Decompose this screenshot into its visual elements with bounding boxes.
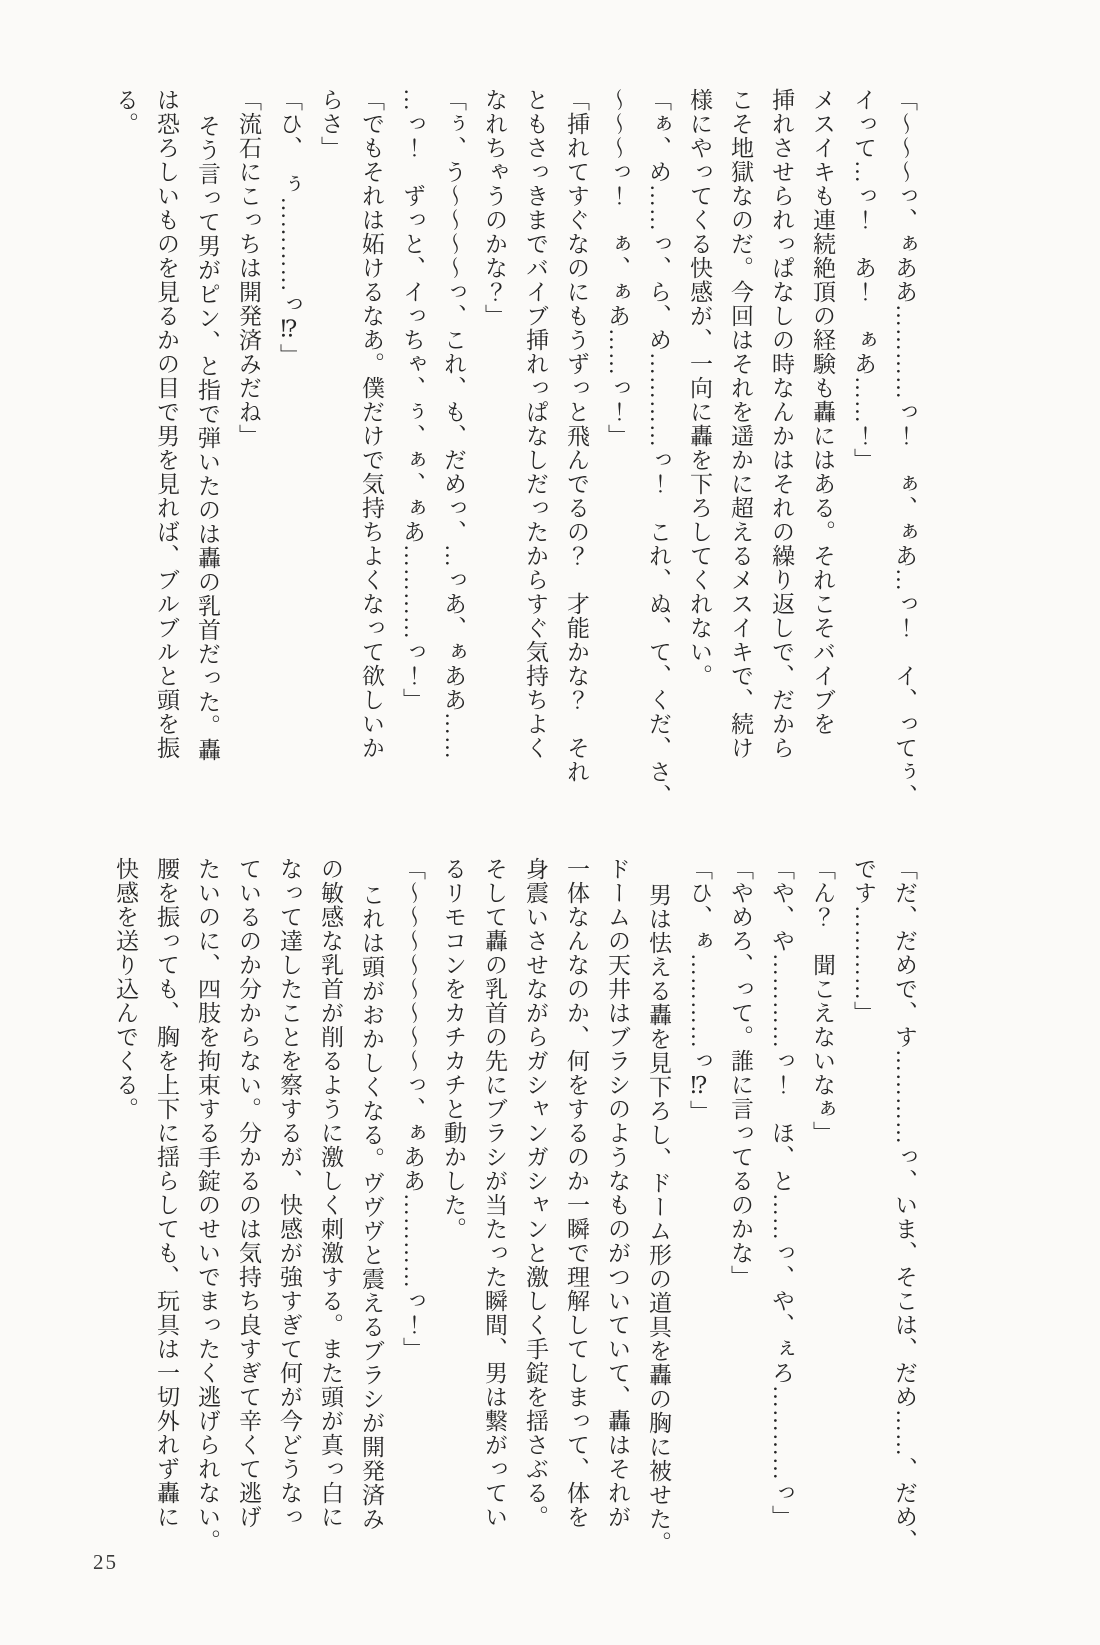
text-column: メスイキも連続絶頂の経験も轟にはある。それこそバイブを — [810, 88, 835, 736]
text-block-bottom — [105, 857, 925, 1555]
text-column: 挿れさせられっぱなしの時なんかはそれの繰り返しで、だから — [769, 88, 794, 760]
text-column: 腰を振っても、胸を上下に揺らしても、玩具は一切外れず轟に — [154, 857, 179, 1529]
text-column: 「だ、だめで、す…………っ、いま、そこは、だめ……、だめ、 — [892, 857, 917, 1553]
text-column: 〜〜〜っ！ ぁ、ぁあ……っ！」 — [605, 88, 630, 448]
text-block-top — [105, 88, 925, 808]
text-column: たいのに、四肢を拘束する手錠のせいでまったく逃げられない。 — [195, 857, 220, 1553]
text-column: …っ！ ずっと、イっちゃ、ぅ、ぁ、ぁあ…………っ！」 — [400, 88, 425, 712]
text-column: 「〜〜〜っ、ぁああ…………っ！ ぁ、ぁあ…っ！ イ、ってぅ、 — [892, 88, 917, 808]
text-column: こそ地獄なのだ。今回はそれを遥かに超えるメスイキで、続け — [728, 88, 753, 760]
text-column: 「やめろ、って。誰に言ってるのかな」 — [728, 857, 753, 1289]
text-column-paragraph-start: そう言って男がピン、と指で弾いたのは轟の乳首だった。轟 — [195, 114, 220, 762]
text-column: 身震いさせながらガシャンガシャンと激しく手錠を揺さぶる。 — [523, 857, 548, 1529]
text-column: 「流石にこっちは開発済みだね」 — [236, 88, 261, 448]
text-column: ドームの天井はブラシのようなものがついていて、轟はそれが — [605, 857, 630, 1529]
text-column: は恐ろしいものを見るかの目で男を見れば、ブルブルと頭を振 — [154, 88, 179, 760]
text-column: なって達したことを察するが、快感が強すぎて何が今どうなっ — [277, 857, 302, 1529]
text-column: 「ぁ、め……っ、ら、め…………っ！ これ、ぬ、て、くだ、さ、 — [646, 88, 671, 808]
text-column: なれちゃうのかな？」 — [482, 88, 507, 328]
page-number: 25 — [93, 1550, 118, 1574]
text-column: 一体なんなのか、何をするのか一瞬で理解してしまって、体を — [564, 857, 589, 1529]
text-column: るリモコンをカチカチと動かした。 — [441, 857, 466, 1241]
text-column: 「〜〜〜〜〜〜〜〜っ、ぁああ…………っ！」 — [400, 857, 425, 1361]
text-column: 「や、や…………っ！ ほ、と……っ、や、ぇろ…………っ」 — [769, 857, 794, 1529]
text-column: です…………」 — [851, 857, 876, 1025]
text-column: ともさっきまでバイブ挿れっぱなしだったからすぐ気持ちよく — [523, 88, 548, 760]
text-column-paragraph-start: 男は怯える轟を見下ろし、ドーム形の道具を轟の胸に被せた。 — [646, 883, 671, 1555]
text-column: 「ぅ、う〜〜〜〜っ、これ、も、だめっ、…っあ、ぁああ…… — [441, 88, 466, 760]
text-column: イって…っ！ あ！ ぁあ……！」 — [851, 88, 876, 472]
text-column: 「ひ、 ぅ…………っ⁉」 — [277, 88, 302, 368]
text-column: 様にやってくる快感が、一向に轟を下ろしてくれない。 — [687, 88, 712, 688]
text-column: る。 — [113, 88, 138, 136]
text-column: ているのか分からない。分かるのは気持ち良すぎて辛くて逃げ — [236, 857, 261, 1529]
text-column: 「ひ、ぁ…………っ⁉」 — [687, 857, 712, 1124]
text-column-paragraph-start: これは頭がおかしくなる。ヴヴヴと震えるブラシが開発済み — [359, 883, 384, 1531]
text-column: そして轟の乳首の先にブラシが当たった瞬間、男は繋がってい — [482, 857, 507, 1529]
text-column: の敏感な乳首が削るように激しく刺激する。また頭が真っ白に — [318, 857, 343, 1529]
text-column: 「挿れてすぐなのにもうずっと飛んでるの？ 才能かな？ それ — [564, 88, 589, 784]
text-column: 快感を送り込んでくる。 — [113, 857, 138, 1121]
text-column: 「ん？ 聞こえないなぁ」 — [810, 857, 835, 1145]
text-column: 「でもそれは妬けるなあ。僕だけで気持ちよくなって欲しいか — [359, 88, 384, 760]
text-column: らさ」 — [318, 88, 343, 160]
